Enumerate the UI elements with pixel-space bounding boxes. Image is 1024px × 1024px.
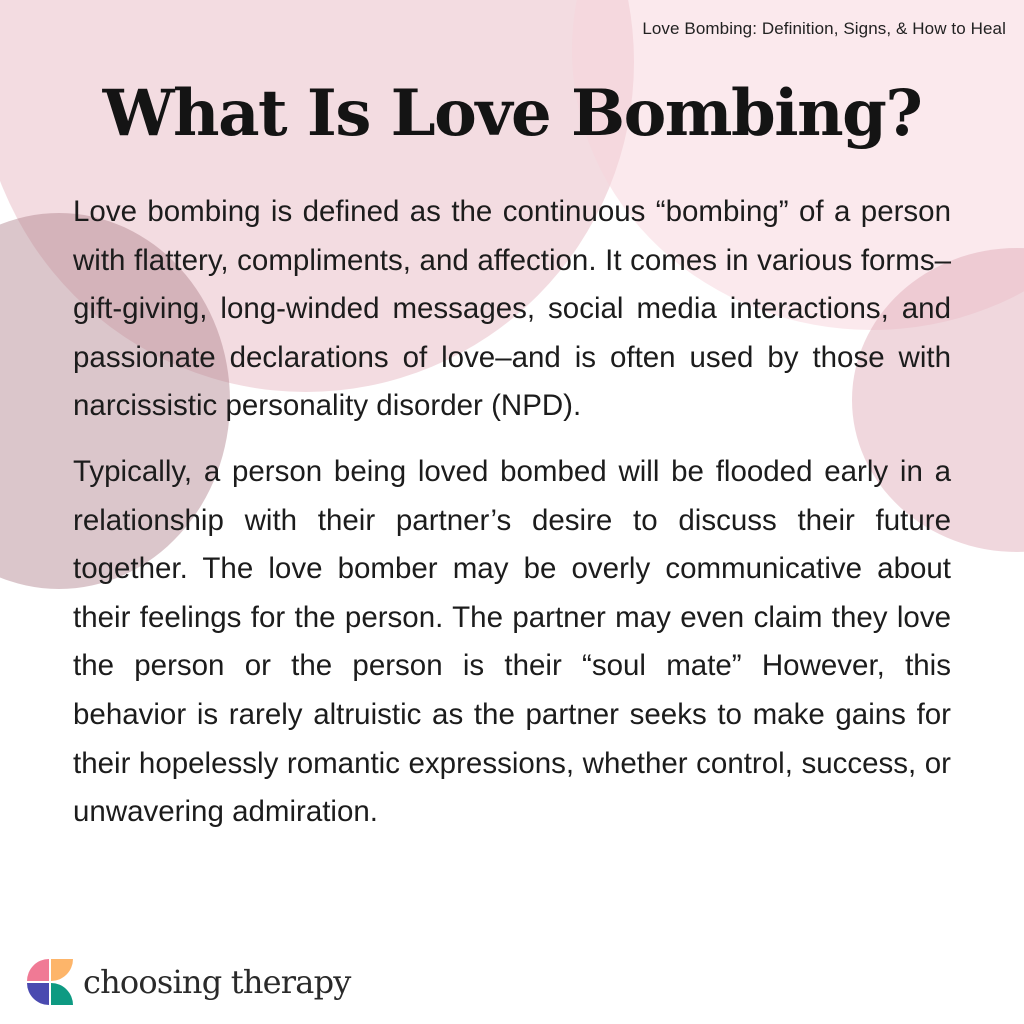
logo-quadrant-teal: [51, 983, 73, 1005]
brand-name: choosing therapy: [83, 963, 351, 1001]
logo-quadrant-orange: [51, 959, 73, 981]
logo-quadrant-pink: [27, 959, 49, 981]
logo-icon: [27, 959, 73, 1005]
paragraph-description: Typically, a person being loved bombed will be flooded early in a relationship with their partner’s desire to discuss their future together. The love bomber may be overly communicative about their feelings for the person. The partner may even claim they love the person or the person is their “soul mate” However, this behavior is rarely altruistic as the partner seeks to make gains for their hopelessly romantic expressions, whether control, success, or unwavering admiration.: [73, 454, 951, 829]
breadcrumb: Love Bombing: Definition, Signs, & How to Heal: [642, 19, 1006, 38]
page-title: What Is Love Bombing?: [102, 76, 922, 151]
logo-quadrant-blue: [27, 983, 49, 1005]
brand-logo: [27, 959, 351, 1005]
paragraph-definition: Love bombing is defined as the continuous “bombing” of a person with flattery, compliments, and affection. It comes in various forms– gift-giving, long-winded messages, social media interactions, and passionate declarations of love–and is often used by those with narcissistic personality disorder (NPD).: [73, 195, 951, 423]
article-body: [73, 188, 951, 854]
